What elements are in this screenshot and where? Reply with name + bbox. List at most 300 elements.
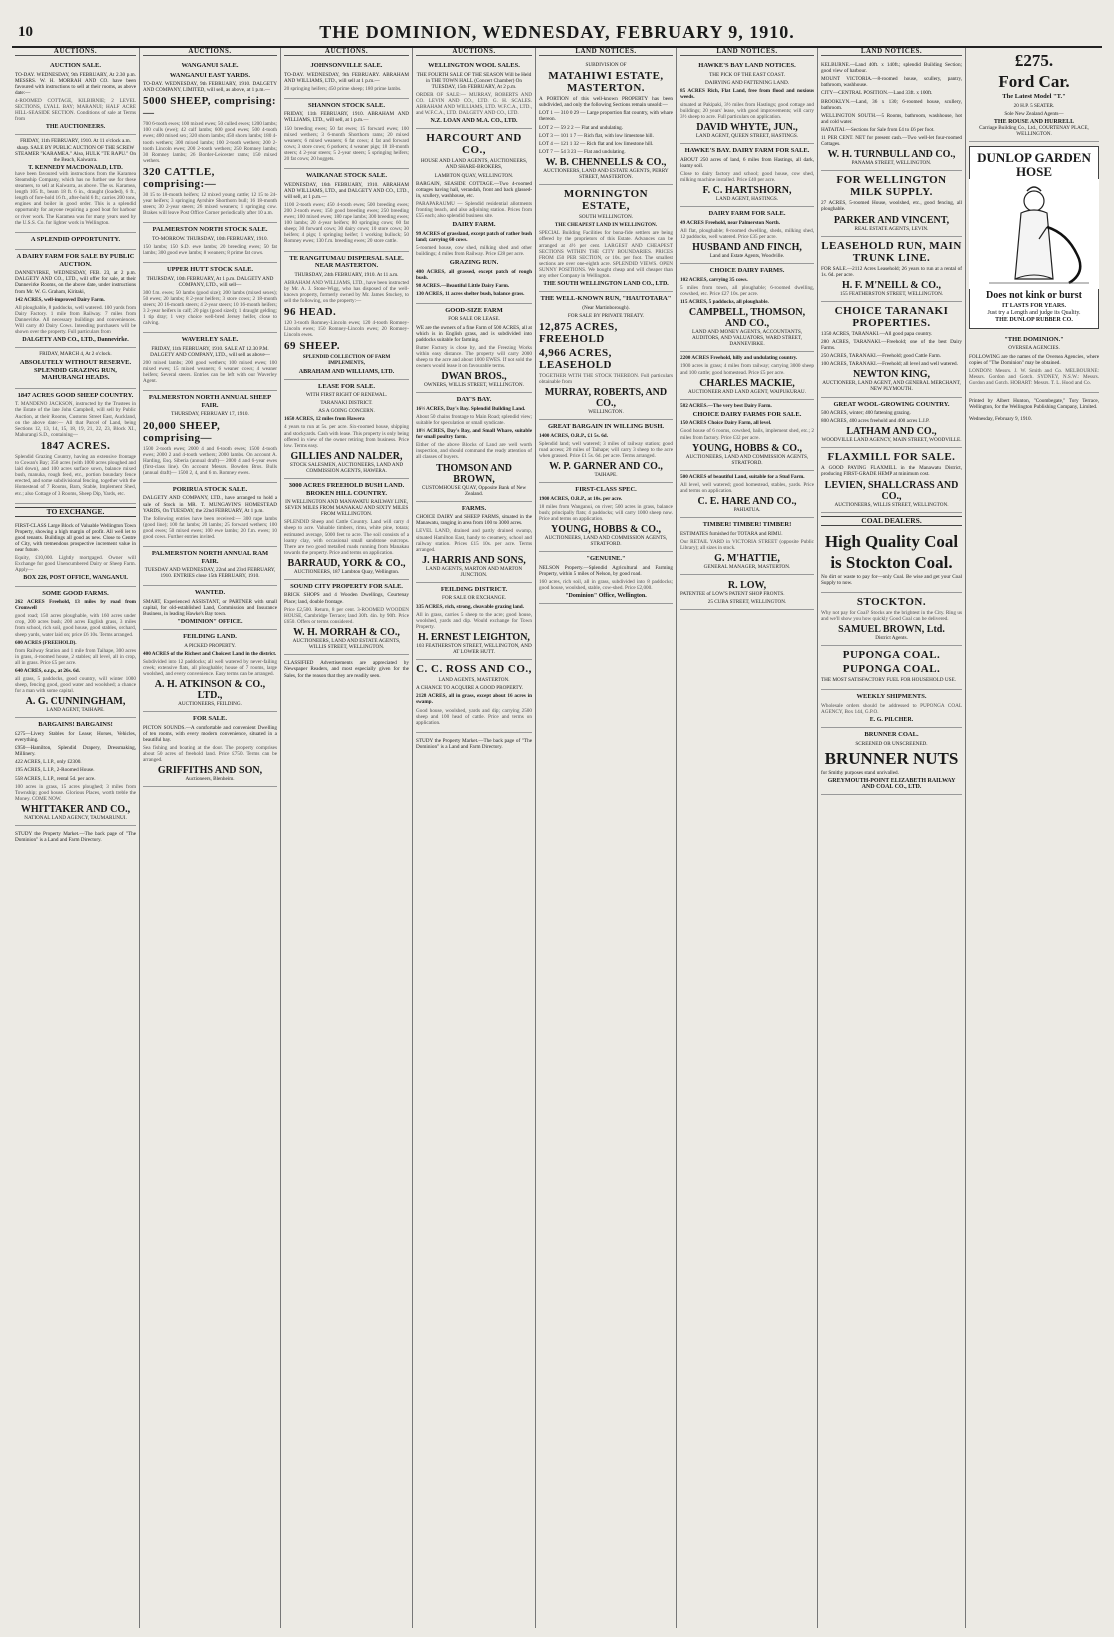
- advert-title: TIMBER! TIMBER! TIMBER!: [702, 521, 792, 529]
- advert-auction-sale: [15, 59, 136, 135]
- column-header: LAND NOTICES.: [539, 48, 673, 56]
- advert-grazing-run: [15, 348, 136, 389]
- masthead: [12, 22, 1102, 48]
- advert-filler: 150 breeding ewes; 50 fat ewes; 15 forward ewes; 100 mixed wethers; 3 6-month Shorthorn rams; 20 mixed weaners; 6 mixed weaners; 6 fat cows; 4 fat and forward cows; 3 store cows; 6 porkers; 4 weaner pigs; 18 18-month steers; 4 2-year steers; 5 2-year steers; 5 springing heifers; 20 fat cows; 20 hoggets.: [284, 125, 409, 163]
- advert-title: A DAIRY FARM FOR SALE BY PUBLIC AUCTION.: [16, 253, 135, 268]
- advert-lead: 69 SHEEP.: [284, 340, 341, 353]
- advert-title: PALMERSTON NORTH ANNUAL RAM FAIR.: [151, 550, 269, 565]
- advert-signature: "Dominion" Office, Wellington.: [565, 593, 647, 600]
- advert-signature: GRIFFITHS AND SON,: [157, 765, 263, 777]
- advert-subtitle: AUCTIONEER AND LAND AGENT, WAIPUKURAU.: [688, 388, 806, 395]
- advert-title: PALMERSTON NORTH STOCK SALE.: [152, 226, 268, 234]
- advert-subtitle: LAND AND MONEY AGENTS, ACCOUNTANTS, AUDITORS, AND VALUATORS, WARD STREET, DANNEVIRKE.: [691, 329, 803, 348]
- advert-subtitle: SCREENED OR UNSCREENED.: [855, 740, 928, 747]
- advert-signature: WHITTAKER AND CO.,: [20, 803, 131, 815]
- advert-body: NELSON Property.—Splendid Agricultural and Farming Property, within 5 miles of Nelson, by good road.: [539, 564, 673, 577]
- advert-title: Ford Car.: [998, 72, 1070, 91]
- column-3: [281, 48, 413, 1628]
- advert-line: 422 ACRES, L.I.P., only £2300.: [15, 759, 82, 766]
- advert-subtitle: AUCTIONEERS, FEILDING.: [178, 701, 242, 708]
- advert-title: MORNINGTON ESTATE,: [563, 188, 649, 213]
- advert-days-bay: [416, 393, 532, 501]
- advert-filler: Good house of 6 rooms, cowshed, bails, implement shed, etc.; 2 miles from factory. Price £32 per acre.: [680, 428, 814, 441]
- advert-subtitle: OVERSEA AGENCIES.: [1008, 345, 1060, 352]
- advert-body: FIRST-CLASS Large Block of Valuable Wellington Town Property, showing a high margin of profit. All well let to good tenants. Buildings all good as new. Close to Centre of City, with tremendous prospective increment value in near future.: [15, 522, 136, 554]
- advert-subtitle: IT LASTS FOR YEARS.: [1001, 302, 1067, 309]
- advert-signature: PARKER AND VINCENT,: [833, 214, 950, 226]
- advert-filler: Splendid land; well watered; 3 miles of railway station; good road access; 20 miles of Taihape; will carry 3 sheep to the acre when grassed. Price £1 5s. 6d. per acre. Terms arranged.: [539, 440, 673, 459]
- advert-feilding-land: [143, 630, 277, 712]
- advert-lead: 500 ACRES of beautiful Land, suitable for a Stud Farm.: [680, 473, 805, 480]
- advert-title: WAIKANAE STOCK SALE.: [306, 172, 387, 180]
- advert-brunner: [821, 728, 962, 795]
- advert-title: FLAXMILL FOR SALE.: [827, 451, 956, 464]
- advert-subtitle: WOODVILLE LAND AGENCY, MAIN STREET, WOODVILLE.: [821, 437, 962, 444]
- advert-sheep-fair: [143, 391, 277, 483]
- advert-title: "THE DOMINION.": [1004, 335, 1064, 343]
- advert-shop-fronts: [680, 575, 814, 610]
- advert-filler: 150 lambs; 150 S.D. ewe lambs; 20 breeding ewes; 50 fat lambs; 300 good ewe lambs; 8 weaners; 8 prime fat cows.: [143, 243, 277, 256]
- advert-signature: THOMSON AND BROWN,: [436, 462, 512, 485]
- advert-subtitle: AUCTIONEERS, LAND AND ESTATE AGENTS, WILLIS STREET, WELLINGTON.: [292, 637, 401, 651]
- advert-ram-fair: [143, 547, 277, 586]
- advert-bush-land: [284, 479, 409, 580]
- advert-wool-growing: [821, 398, 962, 449]
- advert-body: THE CHEAPEST LAND IN WELLINGTON.: [554, 222, 658, 229]
- advert-filler: 5 miles from town, all ploughable; 6-roomed dwelling, cowshed, etc. Price £27 10s. per acre.: [680, 284, 814, 297]
- advert-dunlop-hose: [969, 146, 1099, 329]
- advert-timber: [680, 518, 814, 575]
- advert-lead: 99 ACRES of grassland, except patch of rather bush land; carrying 60 cows.: [416, 230, 532, 243]
- advert-signature: GREYMOUTH-POINT ELIZABETH RAILWAY AND COAL CO., LTD.: [827, 777, 956, 790]
- advert-signature: THE SOUTH WELLINGTON LAND CO., LTD.: [543, 281, 669, 288]
- advert-filler: 30 15 to 18-month heifers; 12 mixed young cattle; 12 15 to 24-year heifers; 3 springing Ayrshire Shorthorn bull; 16 18-month steers; 30 2-year steers; 26 mixed weaners; 1 springing cow. Brakes will leave Post Office Corner periodically after 10 a.m.: [143, 191, 277, 217]
- lot-row: LOT 1 — 310 0 29 — Large proportion flat country, with whare thereon.: [539, 110, 673, 123]
- advert-title: BARGAINS! BARGAINS!: [38, 721, 113, 729]
- advert-subtitle: FOR SALE OR EXCHANGE.: [442, 595, 506, 602]
- advert-body: WEDNESDAY, 16th FEBRUARY, 1910. ABRAHAM AND WILLIAMS, LTD., and DALGETY AND CO., LTD., will sell, at 1 p.m.—: [284, 181, 409, 200]
- advert-subtitle: FOR SALE OR LEASE.: [448, 316, 500, 323]
- advert-subtitle: (Near Martinborough).: [582, 304, 630, 311]
- advert-subtitle: THE PICK OF THE EAST COAST.: [709, 71, 785, 78]
- advert-subtitle: DAIRY FARM.: [452, 221, 496, 229]
- advert-subtitle: PANAMA STREET, WELLINGTON.: [851, 160, 932, 167]
- advert-city-property: [284, 580, 409, 655]
- advert-lead: 142 ACRES, well-improved Dairy Farm.: [15, 296, 105, 303]
- advert-signature: YOUNG, HOBBS & CO.,: [691, 442, 802, 454]
- advert-title: GOOD-SIZE FARM: [445, 306, 503, 314]
- advert-filler: PARAPARAUMU — Splendid residential allotments fronting beach, and also adjoining station. Prices from £55 each; also splendid business site.: [416, 200, 532, 220]
- advert-lead: 335 ACRES, rich, strong, cleavable grazing land.: [416, 603, 524, 610]
- column-1: [12, 48, 140, 1628]
- column-2: [140, 48, 281, 1628]
- advert-body: No dirt or waste to pay for—only Coal. Be wise and get your Coal Supply to now.: [821, 573, 962, 586]
- advert-signature: DALGETY AND CO., LTD., Dannevirke.: [22, 337, 129, 344]
- advert-filler: situated at Pakipaki, 3½ miles from Hastings; good cottage and buildings; 20 years' lease, with good improvements; will carry 3½ sheep to acre. Full particulars on application.: [680, 101, 814, 121]
- advert-lead: 400 ACRES of the Richest and Choicest Land in the district.: [143, 650, 277, 657]
- advert-body: TO-DAY. WEDNESDAY, 9th FEBRUARY, At 2.30 p.m. MESSRS. W. H. MORRAH AND CO. have been favoured with instructions to sell at their rooms, as above date:—: [15, 71, 136, 96]
- advert-lead: 12,875 ACRES, FREEHOLD: [539, 320, 618, 345]
- advert-lead: 640 ACRES, o.r.p., at 26s. 6d.: [15, 667, 80, 674]
- advert-signature: J. HARRIS AND SONS,: [422, 554, 526, 566]
- advert-filler: TOGETHER WITH THE STOCK THEREON. Full particulars obtainable from: [539, 372, 673, 385]
- advert-title: WAVERLEY SALE.: [181, 336, 239, 344]
- advert-filler: 300 f.m. ewes; 50 lambs (good size); 200 lambs (mixed sexes); 50 ewes; 20 lambs; 8 2-year heifers; 3 store cows; 2 18-month steers; 20 16-month steers; 4 2-year steers; 10 16-month heifers; 3 2-year heifers in calf; 20 pigs (good sized); 1 draught gelding; 1 tip dray; 1 very choice well-bred Jersey heifer, close to calving.: [143, 289, 277, 327]
- advert-signature: A. H. ATKINSON & CO., LTD.,: [154, 679, 266, 702]
- advert-feilding-district: [416, 583, 532, 660]
- column-footer: STUDY the Property Market.—The back page of "The Dominion" is a Land and Farm Directory.: [416, 737, 532, 751]
- advert-title: JOHNSONVILLE SALE.: [310, 62, 383, 70]
- advert-body: ESTIMATES furnished for TOTARA and RIMU.: [680, 530, 783, 537]
- section-title: COAL DEALERS.: [821, 516, 962, 526]
- advert-title: HARCOURT AND CO.,: [426, 132, 522, 157]
- advert-body: DANNEVIRKE, WEDNESDAY, FEB. 23, at 2 p.m. DALGETY AND CO., LTD., will offer for sale, at their Dannevirke Rooms, on the above date, under instructions from Mr. W. G. Graham, Kiritaki,: [15, 270, 136, 295]
- advert-body: IN WELLINGTON AND MANAWATU RAILWAY LINE, SEVEN MILES FROM MANAKAU AND SIXTY MILES FROM WELLINGTON.: [284, 499, 409, 518]
- advert-title: GREAT WOOL-GROWING COUNTRY.: [833, 400, 950, 408]
- advert-lead: 800 ACRES, 400 acres freehold and 400 acres L.I.P.: [821, 418, 930, 425]
- column-header: AUCTIONS.: [284, 48, 409, 56]
- advert-bargains: [15, 718, 136, 826]
- advert-subtitle: 20 H.P. 5 SEATER.: [1013, 102, 1055, 109]
- advert-lead: 49 ACRES Freehold, near Palmerston North.: [680, 219, 780, 226]
- advert-subtitle: LAND AGENTS, MASTERTON.: [438, 677, 510, 684]
- advert-lead: 27 ACRES, 5-roomed House, woolshed, etc., good fencing, all ploughable.: [821, 200, 962, 213]
- advert-signature: G. M'HATTIE,: [714, 552, 780, 564]
- column-footer: STUDY the Property Market.—The back page of "The Dominion" is a Land and Farm Directory.: [15, 831, 136, 844]
- advert-filler: 160 acres, rich soil, all in grass, subdivided into 8 paddocks; good house, woolshed, stable, cow-shed. Price £2,000.: [539, 578, 673, 591]
- advert-dairy-farm: [15, 250, 136, 348]
- advert-palmerston-sale: [143, 223, 277, 263]
- advert-johnsonville-sale: [284, 59, 409, 99]
- advert-body: FOLLOWING are the names of the Oversea Agencies, where copies of "The Dominion" may be obtained.: [969, 353, 1099, 366]
- advert-lead: 1400 ACRES, O.R.P., £1 5s. 6d.: [539, 432, 608, 439]
- advert-lead: BROOKLYN.—Land, 36 x 130; 6-roomed house, scullery, bathroom.: [821, 98, 962, 111]
- advert-subtitle: WANGANUI EAST YARDS.: [169, 71, 251, 79]
- advert-body: ABOUT 250 acres of land, 6 miles from Hastings, all dark, loamy soil.: [680, 156, 814, 169]
- advert-subtitle: PAHIATUA.: [733, 507, 761, 514]
- advert-porirua-sale: [143, 483, 277, 547]
- column-header: AUCTIONS.: [143, 48, 277, 56]
- advert-steamer-sale: [15, 135, 136, 232]
- advert-subtitle: AUCTIONEERS, WILLIS STREET, WELLINGTON.: [834, 501, 949, 508]
- advert-title: SHANNON STOCK SALE.: [308, 101, 385, 109]
- advert-body: PATENTEE of LOW'S PATENT SHOP FRONTS.: [680, 591, 785, 598]
- advert-farms: [416, 502, 532, 583]
- advert-title: HAWKE'S BAY LAND NOTICES.: [698, 62, 796, 70]
- advert-wanted: [143, 586, 277, 630]
- advert-subtitle: AUCTIONEERS, 187 Lambton Quay, Wellington.: [293, 568, 400, 575]
- advert-body: TUESDAY AND WEDNESDAY, 22nd and 23rd FEBRUARY, 1910. ENTRIES close 15th FEBRUARY, 1910.: [144, 567, 276, 580]
- lot-row: LOT 3 — 101 1 7 — Rich flat, with low limestone hill.: [539, 132, 654, 139]
- advert-filler: SPLENDID Sheep and Cattle Country. Land will carry 4 sheep to acre. Valuable timbers, rimu, white pine, totara; estimated average, 5000 feet to acre. The soil consists of a loamy clay, with occasional small sandstone outcrops. There are two good metalled roads running from Manakau towards the property. Price and terms on application.: [284, 519, 409, 556]
- lot-row: LOT 2 — 59 2 2 — Flat and undulating.: [539, 124, 624, 131]
- illustration-woman-with-hose: [969, 179, 1099, 289]
- advert-filler: LEVEL LAND, drained and partly drained swamp, situated Hamilton East, handy to creamery, school and railway station. Prices £15 10s. per acre. Terms arranged.: [416, 528, 532, 553]
- advert-filler: Splendid Grazing Country, having an extensive frontage to Cowan's Bay; 350 acres (with 1000 acres ploughed and laid down), and 100 acres surface sown, balance mixed bush, manuka, rough feed, etc., portion boundary fence erected, and some subdivisional fencing, together with the Homestead of 7 Rooms, Barn, Stable, Implement Shed, etc.; also Cottage of 3 Rooms, Sheep Dip, Yards, etc.: [15, 453, 136, 497]
- advert-filler: All level, well watered; good homestead, stables, yards. Price and terms on application.: [680, 481, 814, 494]
- advert-title: TE RANGITUMAU DISPERSAL SALE. NEAR MASTERTON.: [289, 254, 404, 270]
- advert-filler: 20 springing heifers; 450 prime sheep; 180 prime lambs.: [284, 85, 402, 92]
- column-header: LAND NOTICES.: [680, 48, 814, 56]
- advert-title: PUPONGA COAL.: [842, 663, 941, 676]
- advert-subtitle: STOCK SALESMEN, AUCTIONEERS, LAND AND COMMISSION AGENTS, HAWERA.: [289, 461, 404, 474]
- advert-lead: 1650 ACRES, 12 miles from Hawera: [284, 416, 365, 423]
- advert-subtitle: Carriage Building Co., Ltd., COURTENAY PLACE, WELLINGTON.: [979, 124, 1089, 137]
- advert-signature: C. E. HARE AND CO.,: [697, 496, 797, 508]
- column-7: [818, 48, 966, 1628]
- advert-lead: 5000 SHEEP, comprising:—: [143, 95, 277, 120]
- advert-choice-dairy: [680, 264, 814, 352]
- advert-price: £275.: [1014, 51, 1054, 70]
- advert-body: THURSDAY, FEBRUARY 17, 1910.: [171, 411, 249, 418]
- advert-body: FOR SALE.—2112 Acres Leasehold; 26 years to run at a rental of 1s. 6d. per acre.: [821, 265, 962, 278]
- advert-body: A PORTION of this well-known PROPERTY has been subdivided, and only the following Sections remain unsold:—: [539, 96, 673, 109]
- advert-lead: 85 ACRES Rich, Flat Land, free from flood and noxious weeds.: [680, 87, 814, 100]
- advert-subtitle: A PICKED PROPERTY.: [184, 642, 236, 649]
- advert-upper-hutt-sale: [143, 263, 277, 333]
- advert-filler: LONDON: Messrs. J. W. Smith and Co. MELBOURNE: Messrs. Gordon and Gotch. SYDNEY, N.S.W.: Messrs. Gordon and Gotch. HOBART: Messrs. T. L. Hood and Co.: [969, 367, 1099, 386]
- advert-title: WANTED.: [194, 589, 226, 597]
- advert-headline: High Quality Coal: [824, 531, 959, 551]
- advert-signature: CHARLES MACKIE,: [699, 377, 795, 389]
- advert-body: BRICK SHOPS and 4 Wooden Dwellings, Courtenay Place; land, double frontage.: [284, 592, 409, 605]
- advert-stud-farm: [680, 471, 814, 518]
- advert-signature: A. G. CUNNINGHAM,: [25, 696, 126, 708]
- advert-good-farms: [15, 587, 136, 719]
- advert-title: LEASE FOR SALE.: [318, 382, 375, 390]
- advert-signature: HUSBAND AND FINCH,: [692, 242, 802, 254]
- advert-flaxmill: [821, 448, 962, 512]
- advert-wool-sales: [416, 59, 532, 129]
- advert-lead: 320 CATTLE, comprising:—: [143, 165, 217, 190]
- advert-subtitle: The Latest Model "T.": [1002, 93, 1066, 100]
- advert-lead: HATAITAI.—Sections for Sale from £4 to £6 per foot.: [821, 126, 935, 133]
- advert-title: PALMERSTON NORTH ANNUAL SHEEP FAIR.: [148, 394, 272, 409]
- advert-subtitle: HOUSE AND LAND AGENTS, AUCTIONEERS, AND SHARE-BROKERS,: [420, 158, 528, 171]
- advert-subtitle: Land and Estate Agents, Woodville.: [709, 253, 785, 260]
- column-5: [536, 48, 677, 1628]
- advert-signature: BARRAUD, YORK & CO.,: [287, 557, 406, 569]
- advert-signature: T. KENNEDY MACDONALD, LTD.: [28, 164, 123, 171]
- advert-filler: Butter Factory is close by, and the Freezing Works within easy distance. The property will carry 2000 sheep to the acre and about 1000 EWES. If not sold the owners would lease it on favourable terms.: [416, 344, 532, 370]
- column-4: [413, 48, 536, 1628]
- advert-filler: 120 3-tooth Romney-Lincoln ewes; 120 4-tooth Romney-Lincoln ewes; 150 Romney-Lincoln ewes; 20 Romney-Lincoln ewes.: [284, 320, 409, 339]
- advert-hawkes-bay-dairy: [680, 144, 814, 207]
- advert-signature: "DOMINION" OFFICE.: [177, 619, 243, 626]
- advert-line: 558 ACRES, L.I.P., rental 5d. per acre.: [15, 775, 96, 782]
- advert-signature: LATHAM AND CO.,: [846, 426, 937, 438]
- advert-signature: H. F. M'NEILL & CO.,: [841, 279, 942, 291]
- advert-title: CHOICE DAIRY FARMS.: [709, 267, 785, 275]
- advert-filler: All ploughable, 8 paddocks, well watered. 100 yards from Dairy Factory. 1 mile from Railway. 7 miles from Dannevirke. All necessary buildings and conveniences. Will carry 40 Dairy Cows. Intending purchasers will be shown over the property. Full particulars from: [15, 304, 136, 336]
- advert-weekly-shipments: [821, 690, 962, 728]
- advert-title: DAY'S BAY.: [456, 396, 492, 404]
- advert-subtitle: Does not kink or burst: [986, 289, 1082, 301]
- advert-filler: Equity, £10,000. Lightly mortgaged. Owner will Exchange for good Unencumbered Dairy or Sheep Farm. Apply—: [15, 555, 136, 574]
- advert-lead: 500 ACRES, winter; 400 fattening grazing.: [821, 410, 911, 417]
- advert-filler: 700 6-tooth ewes; 100 mixed ewes; 50 culled ewes; 1200 lambs; 100 culls (ewe); 42 calf lambs; 600 good ewes; 500 4-tooth ewes; 400 mixed sex; 320 shorn lambs; 450 shorn lambs; 180 4-tooth wethers; 300 mixed lambs; 100 2-tooth wethers; 200 2-tooth Lincoln ewes; 200 2-tooth wethers; 250 Romney lambs; 30 Romney lambs; 26 Border-Leicester rams; 150 mixed wethers.: [143, 121, 277, 164]
- advert-signature: W. P. GARNER AND CO.,: [549, 461, 663, 472]
- advert-subtitle: SUBDIVISION OF: [585, 62, 627, 69]
- advert-taranaki-properties: [821, 302, 962, 398]
- advert-waverley-sale: [143, 333, 277, 391]
- advert-lead: 102 ACRES, carrying 35 cows.: [680, 276, 748, 283]
- column-header: AUCTIONS.: [15, 48, 136, 56]
- advert-leasehold-run: [821, 237, 962, 302]
- advert-filler: 4 years to run at 5s. per acre. Six-roomed house, shipping and stockyards. Cash with lease. This property is only being offered in view of the owner retiring from business. Price low. Terms easy.: [284, 424, 409, 449]
- advert-filler: Either of the above Blocks of Land are well worth inspection, and should command the ready attention of all classes of buyers.: [416, 442, 532, 461]
- advert-body: FRIDAY, 11th FEBRUARY, 1910. At 11 o'clock a.m. sharp. SALE BY PUBLIC AUCTION OF THE SCREW STEAMER "KARAMEA." Also, HULK "TE RAPU." On the Beach, Kaiwarra.: [15, 138, 137, 163]
- advert-lead: 582 ACRES.—The very best Dairy Farm.: [680, 402, 772, 409]
- advert-filler: Wholesale orders should be addressed to PUPONGA COAL AGENCY, Box 144, G.P.O.: [821, 702, 962, 715]
- advert-body: FRIDAY, MARCH 4, At 2 o'clock.: [39, 351, 112, 358]
- advert-filler: About 50 chains frontage to Main Road; splendid view; suitable for speculation or small syndicate.: [416, 413, 532, 426]
- advert-title: SOME GOOD FARMS.: [42, 589, 109, 597]
- advert-subtitle: FOR SALE BY PRIVATE TREATY.: [567, 312, 645, 319]
- advert-lead: 280 ACRES, TARANAKI.—Freehold; one of the best Dairy Farms.: [821, 338, 962, 352]
- advert-headline: BRUNNER NUTS: [824, 748, 959, 768]
- advert-body: TO-MORROW. THURSDAY, 10th FEBRUARY, 1910.: [152, 235, 268, 242]
- advert-title: WANGANUI SALE.: [181, 62, 239, 70]
- advert-body: TO-DAY. WEDNESDAY, 9th FEBRUARY, 1910. DALGETY AND COMPANY, LIMITED, will sell, as above, at 1 p.m.—: [143, 81, 277, 94]
- advert-hawkes-bay: [680, 59, 814, 144]
- advert-title: UPPER HUTT STOCK SALE.: [166, 266, 254, 274]
- advert-subtitle: TARANAKI DISTRICT.: [320, 400, 373, 407]
- advert-signature: NEWTON KING,: [852, 369, 931, 381]
- advert-body: FRIDAY, 11th FEBRUARY, 1910. ABRAHAM AND WILLIAMS, LTD., will sell, at 1 p.m.—: [284, 111, 409, 124]
- advert-ross: [416, 660, 532, 733]
- advert-title: CHOICE TARANAKI PROPERTIES.: [834, 304, 949, 329]
- advert-body: PICTON SOUNDS.—A comfortable and convenient Dwelling of ten rooms, with every modern convenience, situated in a beautiful bay.: [143, 724, 277, 743]
- advert-body: FRIDAY, 11th FEBRUARY, 1910. SALE AT 12.30 P.M. DALGETY AND COMPANY, LTD., will sell as above—: [150, 345, 270, 358]
- advert-line: 195 ACRES, L.I.P., 2-Roomed House.: [15, 767, 95, 774]
- advert-title: FEILDING DISTRICT.: [440, 585, 508, 593]
- advert-subtitle: AUCTIONEERS, LAND AND ESTATE AGENTS, PERRY STREET, MASTERTON.: [543, 167, 669, 181]
- advert-lead: 262 ACRES Freehold, 13 miles by road from Cromwell: [15, 599, 136, 612]
- advert-signature: GILLIES AND NALDER,: [290, 450, 403, 462]
- advert-line: £950—Hamilton, Splendid Drapery, Dressmaking, Millinery.: [15, 745, 136, 758]
- advert-line: £275—Livery Stables for Lease; Horses, Vehicles, everything.: [15, 730, 136, 744]
- advert-signature: H. ERNEST LEIGHTON,: [418, 631, 530, 643]
- advert-title: GREAT BARGAIN IN WILLING BUSH.: [547, 423, 665, 431]
- advert-exchange: [15, 520, 136, 587]
- advert-lead: 1350 ACRES, TARANAKI.—All good papa country.: [821, 330, 933, 337]
- advert-lead: 150 ACRES Choice Dairy Farm, all level.: [680, 420, 772, 427]
- advert-signature: DWAN BROS.,: [441, 371, 507, 383]
- advert-signature: LEVIEN, SHALLCRASS AND CO.,: [824, 479, 959, 502]
- advert-body: for Smithy purposes stand unrivalled.: [821, 769, 899, 776]
- advert-title: WELLINGTON WOOL SALES.: [428, 62, 520, 70]
- advert-dairy-farm-sale: [680, 207, 814, 264]
- advert-filler: Subdivided into 12 paddocks; all well watered by never-failing creek; extensive flats, all ploughable; house of 7 rooms, large woolshed, and every convenience. Easy terms can be arranged.: [143, 658, 277, 678]
- advert-dispersal-sale: [284, 252, 409, 380]
- advert-signature: ABRAHAM AND WILLIAMS, LTD.: [298, 368, 395, 375]
- advert-title: MATAHIWI ESTATE, MASTERTON.: [548, 70, 664, 95]
- advert-lead: 96 HEAD.: [284, 306, 337, 319]
- advert-subtitle: LAMBTON QUAY, WELLINGTON.: [434, 172, 514, 179]
- advert-lead: 4,966 ACRES, LEASEHOLD: [539, 346, 612, 371]
- advert-subtitle: Auctioneers, Blenheim.: [185, 776, 235, 783]
- advert-lead: 18½ ACRES, Day's Bay, and Small Whare, suitable for small poultry farm.: [416, 428, 532, 441]
- column-footer: Printed by Albert Hunton, "Coombegate," Tory Terrace, Wellington, for the Wellington Publishing Company, Limited.: [969, 398, 1099, 411]
- advert-lead: 115 ACRES, 5 paddocks, all ploughable.: [680, 298, 769, 305]
- advert-filler: Sea fishing and boating at the door. The property comprises about 50 acres of freehold land. Price £750. Terms can be arranged.: [143, 745, 277, 764]
- advert-body: THE FOURTH SALE OF THE SEASON Will be Held in THE TOWN HALL (Concert Chamber) On TUESDAY, 15th FEBRUARY, At 2 p.m.: [416, 71, 532, 90]
- advert-body: Just try a Length and judge its Quality.: [987, 309, 1081, 316]
- advert-subtitle: GENERAL MANAGER, MASTERTON.: [703, 563, 791, 570]
- lot-row: LOT 7 — 54 3 23 — Flat and undulating.: [539, 148, 626, 155]
- advert-title: PORIRUA STOCK SALE.: [172, 485, 248, 493]
- advert-lead: 250 ACRES, TARANAKI.—Freehold; good Cattle Farm.: [821, 353, 941, 360]
- advert-body: A CHANCE TO ACQUIRE A GOOD PROPERTY.: [416, 685, 524, 692]
- advert-lead: 20,000 SHEEP, comprising—: [143, 419, 221, 444]
- advert-opportunity: [15, 233, 136, 251]
- advert-body: WE are the owners of a fine Farm of 500 ACRES, all at which is in English grass, and is subdivided into paddocks suitable for farming.: [416, 324, 532, 343]
- advert-title: BRUNNER COAL.: [864, 731, 919, 739]
- advert-body: TO-DAY. WEDNESDAY, 9th FEBRUARY. ABRAHAM AND WILLIAMS, LTD., will sell at 1 p.m.—: [284, 71, 409, 84]
- advert-title: FARMS.: [461, 504, 487, 512]
- advert-lease-for-sale: [284, 380, 409, 479]
- advert-title: 1847 ACRES GOOD SHEEP COUNTRY.: [17, 391, 134, 399]
- advert-subtitle: AUCTIONEER, LAND AGENT, AND GENERAL MERCHANT, NEW PLYMOUTH.: [822, 380, 961, 393]
- advert-title: WEEKLY SHIPMENTS.: [856, 693, 927, 701]
- advert-filler: Good house, woolshed, yards and dip; carrying 2500 sheep and 100 head of cattle. Price and terms on application.: [416, 707, 532, 726]
- advert-body: THURSDAY, 10th FEBRUARY, At 1 p.m. DALGETY AND COMPANY, LTD., will sell—: [146, 275, 274, 288]
- advert-filler: All flat, ploughable; 8-roomed dwelling, sheds, milking shed, 12 paddocks, well watered. Price £35 per acre.: [680, 227, 814, 240]
- advert-subtitle: 103 FEATHERSTON STREET, WELLINGTON, AND AT LOWER HUTT.: [416, 642, 532, 656]
- advert-signature: MURRAY, ROBERTS, AND CO.,: [544, 387, 668, 410]
- column-6: [677, 48, 818, 1628]
- advert-title: "GENUINE.": [586, 555, 626, 563]
- masthead-title: THE DOMINION, WEDNESDAY, FEBRUARY 9, 1910.: [319, 22, 795, 42]
- advert-body: A GOOD PAYING FLAXMILL in the Manawatu District, producing FIRST-GRADE HEMP at minimum cost.: [821, 465, 962, 478]
- advert-subtitle: OWNERS, WILLIS STREET, WELLINGTON.: [424, 382, 524, 389]
- advert-signature: YOUNG, HOBBS & CO.,: [550, 523, 661, 535]
- advert-filler: 18 miles from Wanganui, on river; 500 acres in grass, balance bush; principally flats; 4 paddocks; will carry 1000 sheep now. Price and terms on application.: [539, 503, 673, 522]
- advert-subtitle: DAIRYING AND FATTENING LAND.: [704, 79, 790, 86]
- advert-subtitle: LAND AGENT, QUEEN STREET, HASTINGS.: [695, 133, 799, 140]
- page-number: 10: [18, 24, 33, 40]
- advert-filler: good road; 150 acres ploughable, with 160 acres under crop, 200 acres bush; 200 acres English grass, 3 miles from school, rich soil, good house, good stables, orchard, sheep yards, water laid on; price £6 10s. Terms arranged.: [15, 613, 136, 638]
- advert-milk-supply: [821, 171, 962, 236]
- advert-subtitle: NATIONAL LAND AGENCY, TAUMARUNUI.: [24, 814, 127, 821]
- advert-subtitle: AUCTIONEERS, LAND AND COMMISSION AGENTS, STRATFORD.: [685, 453, 809, 466]
- advert-signature: R. LOW,: [727, 580, 767, 592]
- advert-filler: from Railway Station and 1 mile from Taihape, 300 acres in grass, 4-roomed house, 2 stables; all level, all in crop, all in grass. Price £5 per acre.: [15, 647, 136, 666]
- advert-subtitle: LAND AGENTS, MARTON AND MARTON JUNCTION.: [425, 565, 523, 578]
- advert-headline: is Stockton Coal.: [830, 552, 953, 572]
- advert-signature: DAVID WHYTE, JUN.,: [696, 122, 798, 134]
- advert-filler: 1900 acres in grass; 4 miles from railway; carrying 3000 sheep and 100 cattle; good homestead. Price £5 per acre.: [680, 363, 814, 376]
- advert-filler: Our RETAIL YARD in VICTORIA STREET (opposite Public Library); all sizes in stock.: [680, 538, 814, 551]
- advert-subtitle: 155 FEATHERSTON STREET, WELLINGTON.: [839, 290, 944, 297]
- advert-filler: All in grass, carries 5 sheep to the acre; good house, woolshed, yards and dip. Would exchange for Town Property.: [416, 611, 532, 630]
- advert-lead: CITY—CENTRAL POSITION.—Land 33ft. x 100ft.: [821, 90, 933, 97]
- advert-lead: 98 ACRES.—Beautiful Little Dairy Farm.: [416, 282, 510, 289]
- advert-filler: T. MANDENO JACKSON, instructed by the Trustees in the Estate of the late John Campbell, will sell by Public Auction, at their Rooms, Customs Street East, Auckland, on the above date:— All that Parcel of Land, being Sections 12, 13, 14, 15, 18, 19, 21, 22, 23, Block XI., Mahurangi S.D., containing—: [15, 401, 136, 438]
- advert-subtitle: SOUTH WELLINGTON.: [579, 214, 633, 221]
- advert-filler: have been favoured with instructions from the Karamea Steamship Company, which has no further use for these steamers, to sell at Kaiwarra, as above. The ss. Karamea, length 105 ft., beam 18 ft. 6 in., draught (loaded), 6 ft., length of fore-hold 16 ft., after-hold 6 ft.; carries 200 tons, engines and boiler in good order. This is a splendid opportunity for anyone requiring a good boat for harbour or river work. The Karamea was for many years used by the U.S.S. Co. for lighter work in Wellington.: [15, 170, 136, 226]
- advert-signature: N.Z. LOAN AND M.A. CO., LTD.: [430, 118, 518, 125]
- advert-lead: 130 ACRES, 11 acres shelter bush, balance grass.: [416, 290, 525, 297]
- advert-title: FIRST-CLASS SPEC.: [575, 486, 637, 494]
- advert-lead: 100 ACRES, TARANAKI.—Freehold; all level and well watered.: [821, 361, 958, 368]
- advert-dominion-agencies: [969, 333, 1099, 393]
- advert-title: DUNLOP GARDEN HOSE: [977, 149, 1091, 179]
- advert-subtitle: LAND AGENT, HASTINGS.: [715, 196, 779, 203]
- advert-subtitle: AUCTIONEERS, LAND AND COMMISSION AGENTS, STRATFORD.: [544, 534, 668, 548]
- advert-stockton: [821, 593, 962, 646]
